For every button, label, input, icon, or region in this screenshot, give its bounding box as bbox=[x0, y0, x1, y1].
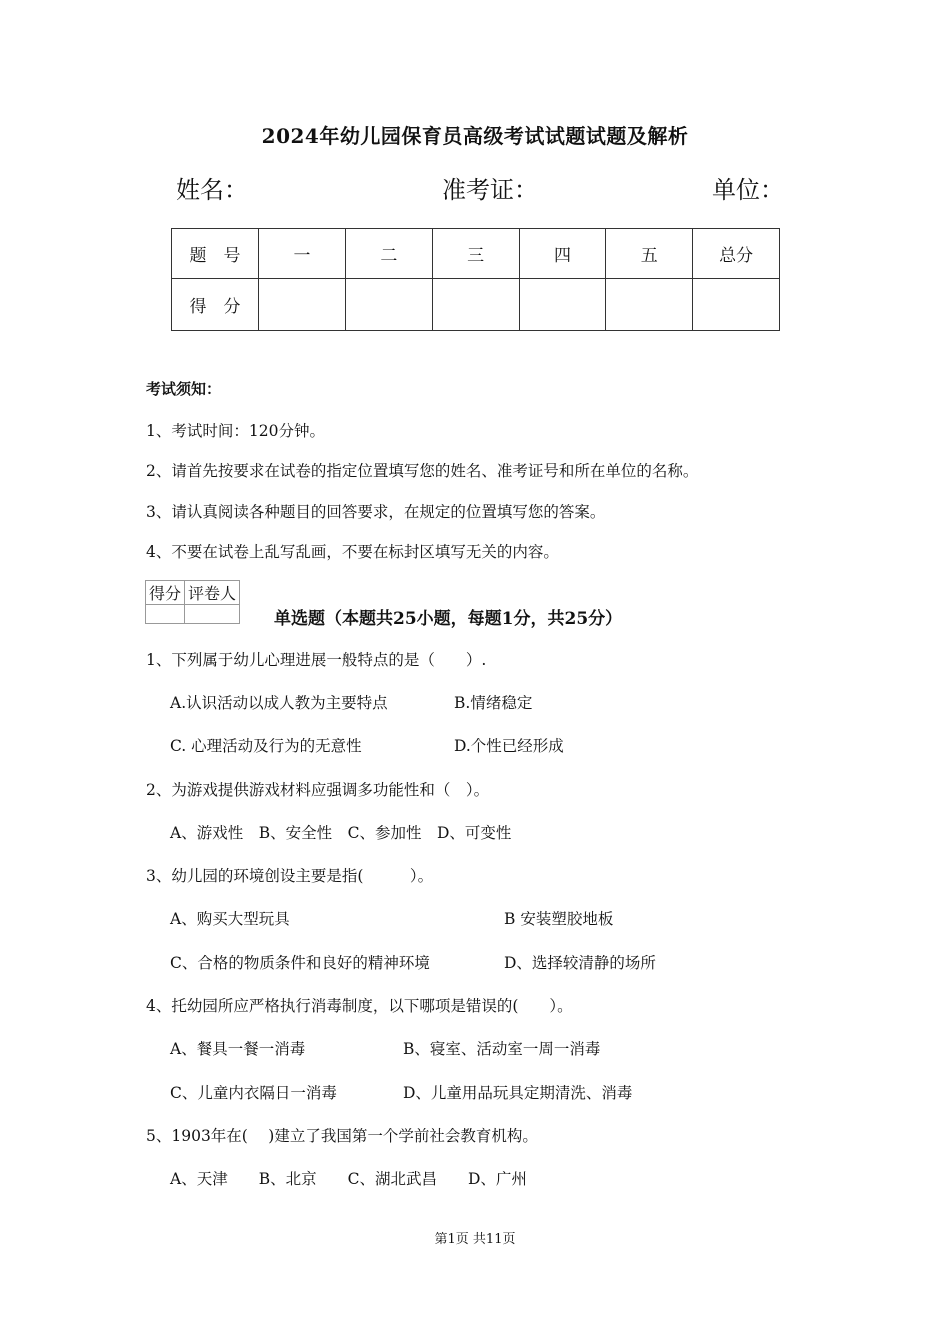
unit-label: 单位： bbox=[712, 176, 784, 204]
question-option: A、餐具一餐一消毒 bbox=[170, 1040, 306, 1058]
grader-score-cell[interactable] bbox=[146, 605, 185, 624]
name-label: 姓名： bbox=[176, 176, 248, 204]
question-option: A、天津 B、北京 C、湖北武昌 D、广州 bbox=[170, 1170, 527, 1188]
question-option: B.情绪稳定 bbox=[454, 694, 533, 712]
exam-id-label: 准考证： bbox=[442, 176, 538, 204]
question-option: B、寝室、活动室一周一消毒 bbox=[403, 1040, 601, 1058]
question-option: B 安装塑胶地板 bbox=[504, 910, 614, 928]
score-header-cell: 四 bbox=[519, 229, 606, 279]
score-table-score-row bbox=[172, 279, 780, 331]
grader-name-label: 评卷人 bbox=[185, 581, 240, 605]
question-option: A.认识活动以成人教为主要特点 bbox=[170, 694, 388, 712]
score-header-cell: 二 bbox=[345, 229, 432, 279]
question-option: C. 心理活动及行为的无意性 bbox=[170, 737, 362, 755]
question-stem: 1、下列属于幼儿心理进展一般特点的是（ ）. bbox=[146, 651, 487, 669]
grader-score-label: 得分 bbox=[146, 581, 185, 605]
score-cell[interactable] bbox=[259, 279, 346, 331]
question-option: A、游戏性 B、安全性 C、参加性 D、可变性 bbox=[170, 824, 512, 842]
notes-heading: 考试须知： bbox=[146, 380, 222, 398]
page-footer: 第1页 共11页 bbox=[434, 1232, 516, 1247]
question-stem: 5、1903年在( )建立了我国第一个学前社会教育机构。 bbox=[146, 1127, 538, 1145]
question-option: D、儿童用品玩具定期清洗、消毒 bbox=[403, 1084, 633, 1102]
question-option: C、合格的物质条件和良好的精神环境 bbox=[170, 954, 430, 972]
note-item: 2、请首先按要求在试卷的指定位置填写您的姓名、准考证号和所在单位的名称。 bbox=[146, 462, 699, 480]
question-option: A、购买大型玩具 bbox=[170, 910, 290, 928]
score-header-cell: 五 bbox=[606, 229, 693, 279]
score-header-cell: 题 号 bbox=[172, 229, 259, 279]
note-item: 3、请认真阅读各种题目的回答要求，在规定的位置填写您的答案。 bbox=[146, 503, 606, 521]
score-cell[interactable] bbox=[606, 279, 693, 331]
note-item: 4、不要在试卷上乱写乱画，不要在标封区填写无关的内容。 bbox=[146, 543, 559, 561]
grader-name-cell[interactable] bbox=[185, 605, 240, 624]
question-stem: 2、为游戏提供游戏材料应强调多功能性和（ ）。 bbox=[146, 781, 490, 799]
section-title: 单选题（本题共25小题，每题1分，共25分） bbox=[274, 609, 623, 629]
grader-box bbox=[145, 580, 240, 624]
question-stem: 3、幼儿园的环境创设主要是指( ）。 bbox=[146, 867, 434, 885]
score-cell[interactable] bbox=[345, 279, 432, 331]
score-cell[interactable] bbox=[519, 279, 606, 331]
score-cell[interactable] bbox=[693, 279, 780, 331]
document-title: 2024年幼儿园保育员高级考试试题试题及解析 bbox=[261, 124, 689, 148]
score-table bbox=[171, 228, 780, 331]
question-stem: 4、托幼园所应严格执行消毒制度，以下哪项是错误的( ）。 bbox=[146, 997, 573, 1015]
score-cell[interactable] bbox=[432, 279, 519, 331]
score-header-cell: 总分 bbox=[693, 229, 780, 279]
note-item: 1、考试时间：120分钟。 bbox=[146, 422, 325, 440]
question-option: C、儿童内衣隔日一消毒 bbox=[170, 1084, 337, 1102]
score-header-cell: 一 bbox=[259, 229, 346, 279]
score-header-cell: 三 bbox=[432, 229, 519, 279]
score-row-label: 得 分 bbox=[172, 279, 259, 331]
question-option: D.个性已经形成 bbox=[454, 737, 564, 755]
score-table-header-row bbox=[172, 229, 780, 279]
question-option: D、选择较清静的场所 bbox=[504, 954, 656, 972]
